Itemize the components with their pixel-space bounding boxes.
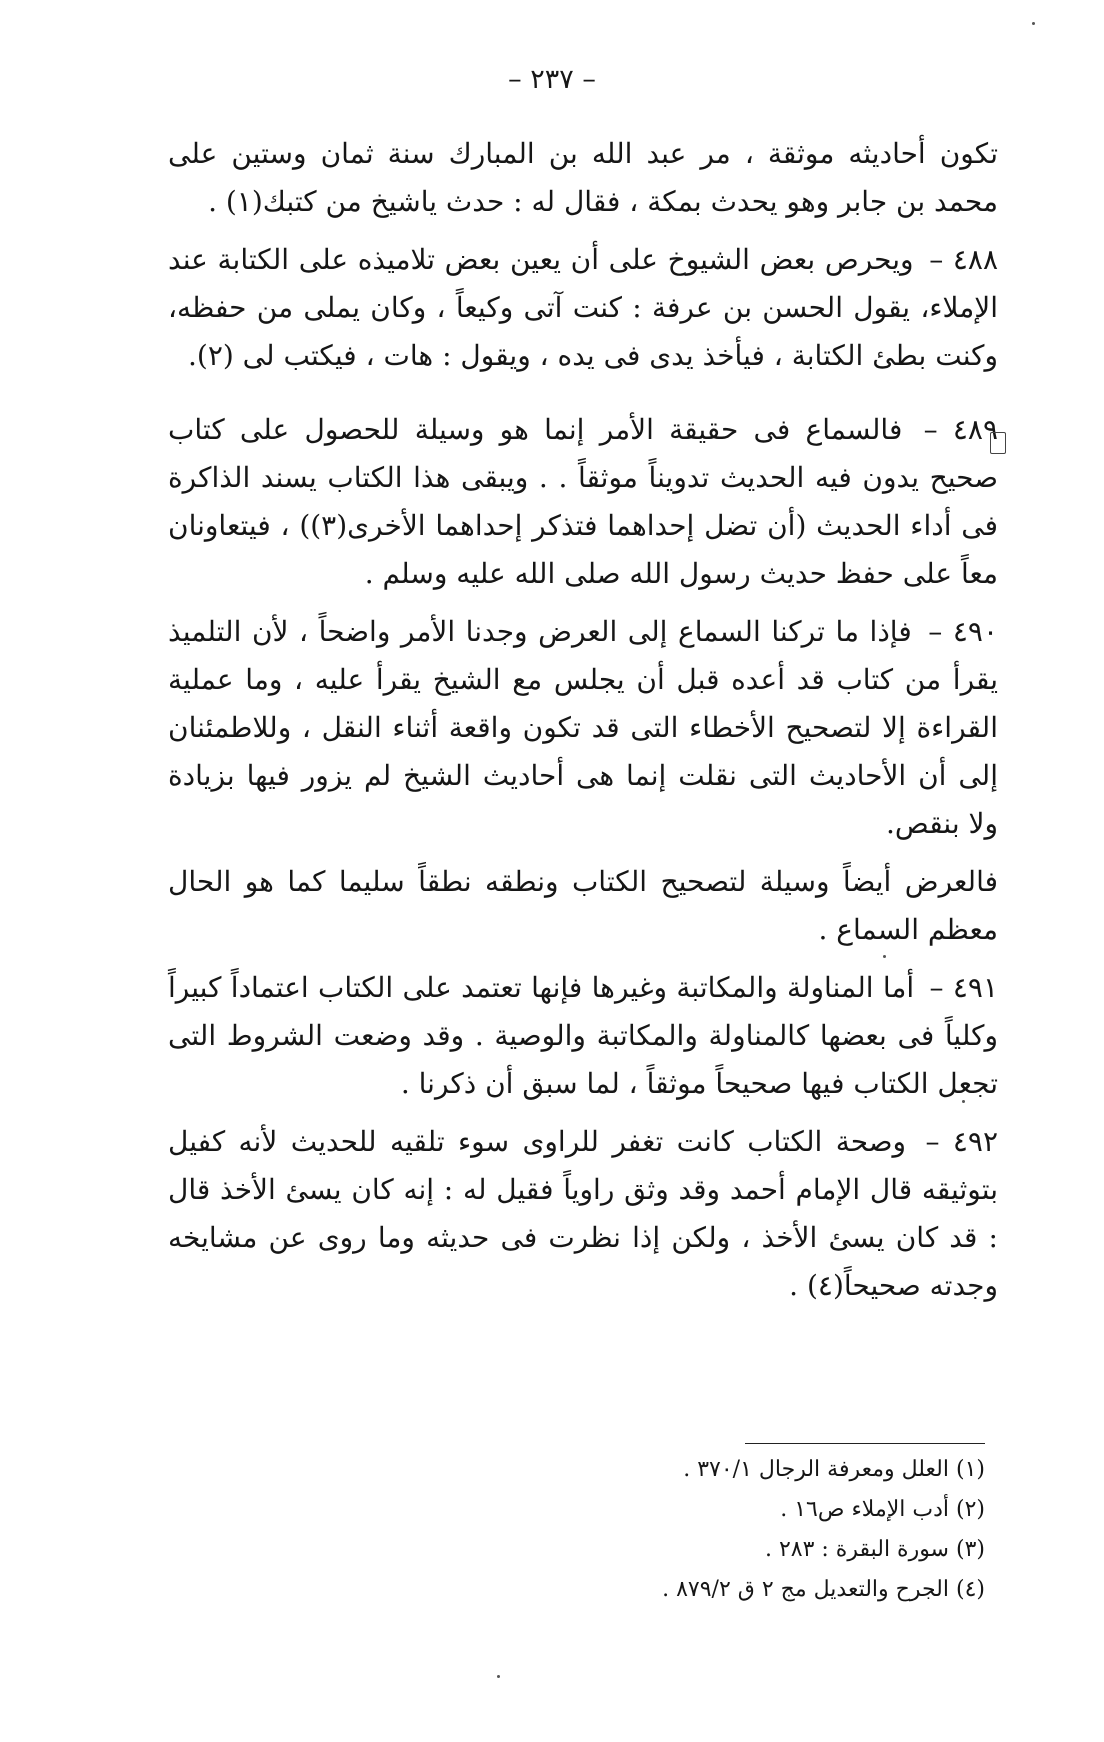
scan-speck [962, 1100, 965, 1103]
paragraph-number: ٤٨٩ – [923, 413, 999, 446]
paragraph-number: ٤٨٨ – [929, 243, 998, 276]
margin-mark [990, 432, 1006, 454]
footnote-4: (٤) الجرح والتعديل مج ٢ ق ٨٧٩/٢ . [662, 1577, 985, 1602]
paragraph-text: أما المناولة والمكاتبة وغيرها فإنها تعتمد على الكتاب اعتماداً كبيراً وكلياً فى بعضها كالمناولة والمكاتبة والوصية . وقد وضعت الشروط التى تجعل الكتاب فيها صحيحاً موثقاً ، لما سبق أن ذكرنا . [168, 971, 998, 1100]
scan-speck [1032, 22, 1035, 25]
paragraph-488 [168, 236, 998, 380]
footnote-2: (٢) أدب الإملاء ص١٦ . [780, 1497, 985, 1522]
footnote-separator [745, 1443, 985, 1444]
paragraph-text: فالسماع فى حقيقة الأمر إنما هو وسيلة للحصول على كتاب صحيح يدون فيه الحديث تدويناً موثقاً . . ويبقى هذا الكتاب يسند الذاكرة فى أداء الحديث (أن تضل إحداهما فتذكر إحداهما الأخرى(٣)) ، فيتعاونان معاً على حفظ حديث رسول الله صلى الله عليه وسلم . [168, 413, 998, 590]
paragraph-491 [168, 964, 998, 1108]
scan-speck [497, 1675, 500, 1678]
paragraph-text: تكون أحاديثه موثقة ، مر عبد الله بن المبارك سنة ثمان وستين على محمد بن جابر وهو يحدث بمكة ، فقال له : حدث ياشيخ من كتبك(١) . [168, 137, 998, 218]
paragraph-text: فالعرض أيضاً وسيلة لتصحيح الكتاب ونطقه نطقاً سليما كما هو الحال معظم السماع . [168, 865, 998, 946]
paragraph-text: ويحرص بعض الشيوخ على أن يعين بعض تلاميذه على الكتابة عند الإملاء، يقول الحسن بن عرفة : كنت آتى وكيعاً ، وكان يملى من حفظه، وكنت بطئ الكتابة ، فيأخذ يدى فى يده ، ويقول : هات ، فيكتب لى (٢). [168, 243, 998, 372]
paragraph-492 [168, 1118, 998, 1310]
paragraph-text: وصحة الكتاب كانت تغفر للراوى سوء تلقيه للحديث لأنه كفيل بتوثيقه قال الإمام أحمد وقد وثق راوياً فقيل له : إنه كان يسئ الأخذ قال : قد كان يسئ الأخذ ، ولكن إذا نظرت فى حديثه وما روى عن مشايخه وجدته صحيحاً(٤) . [168, 1125, 998, 1302]
paragraph-489 [168, 406, 998, 598]
paragraph-490 [168, 608, 998, 848]
paragraph-text: فإذا ما تركنا السماع إلى العرض وجدنا الأمر واضحاً ، لأن التلميذ يقرأ من كتاب قد أعده قبل أن يجلس مع الشيخ يقرأ عليه ، وما عملية القراءة إلا لتصحيح الأخطاء التى قد تكون واقعة أثناء النقل ، وللاطمئنان إلى أن الأحاديث التى نقلت إنما هى أحاديث الشيخ لم يزور فيها بزيادة ولا بنقص. [168, 615, 998, 840]
footnote-1: (١) العلل ومعرفة الرجال ٣٧٠/١ . [683, 1457, 985, 1482]
footnotes [520, 1450, 985, 1610]
scan-speck [883, 955, 886, 958]
paragraph-number: ٤٩٠ – [928, 615, 998, 648]
footnote-3: (٣) سورة البقرة : ٢٨٣ . [764, 1537, 985, 1562]
paragraph-number: ٤٩١ – [929, 971, 999, 1004]
page-number: – ٢٣٧ – [508, 64, 596, 95]
paragraph-continuation [168, 130, 998, 226]
body-text [168, 130, 998, 1320]
paragraph-490-continued [168, 858, 998, 954]
paragraph-number: ٤٩٢ – [925, 1125, 998, 1158]
